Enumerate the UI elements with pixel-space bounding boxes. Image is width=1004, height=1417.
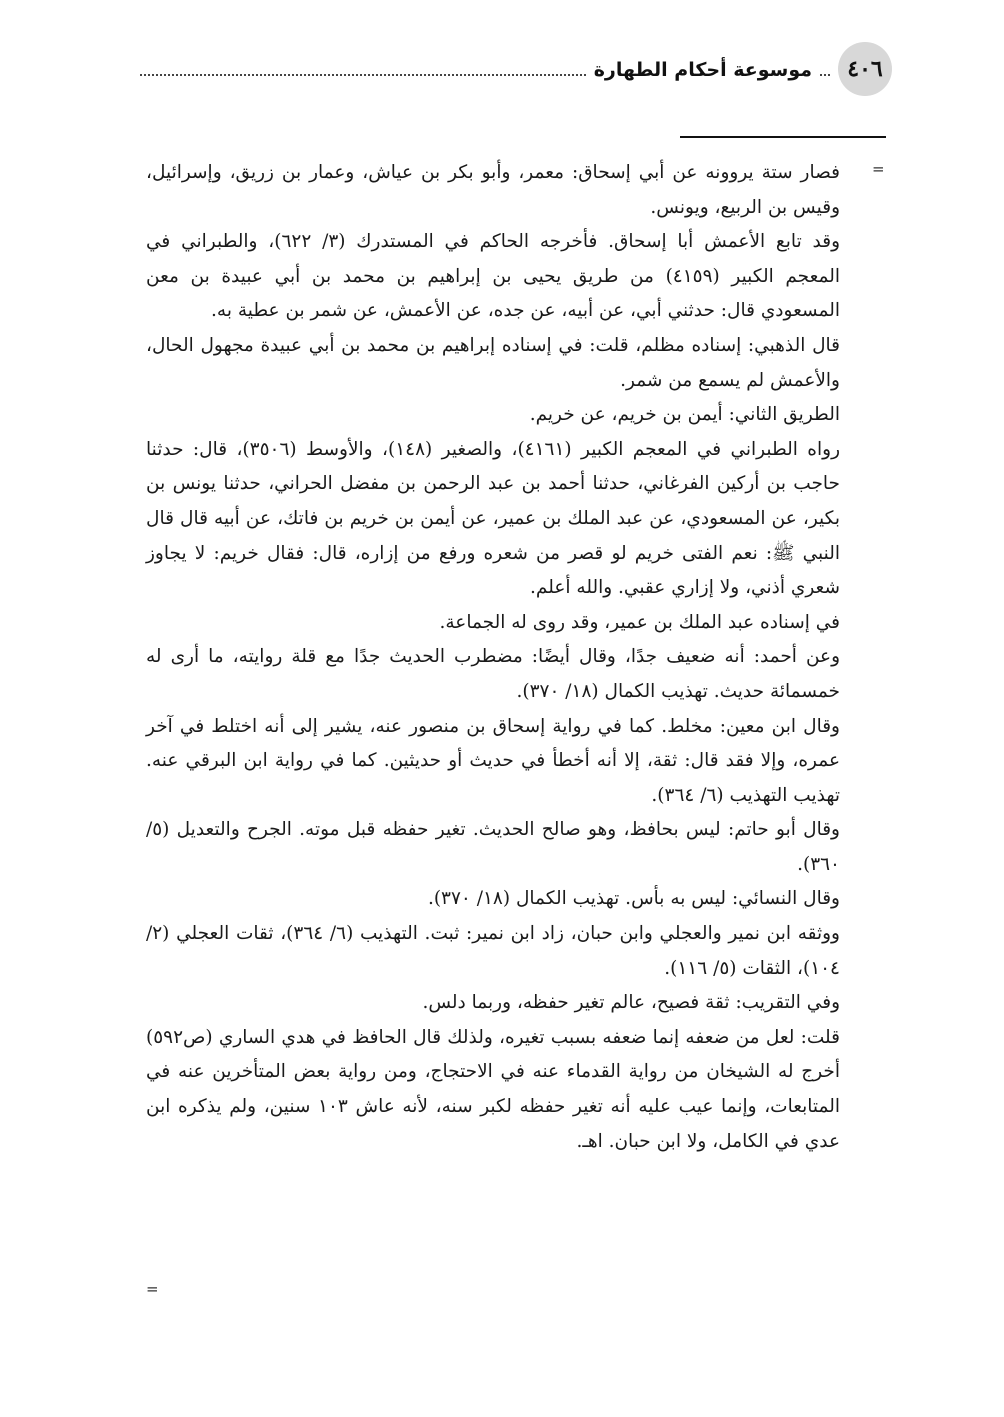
header-leader-dots-right — [820, 74, 830, 76]
continuation-marker-top: = — [872, 160, 885, 178]
footnote-paragraph: وفي التقريب: ثقة فصيح، عالم تغير حفظه، وربما دلس. — [422, 992, 840, 1014]
page-header — [140, 42, 892, 102]
footnote-paragraph: ووثقه ابن نمير والعجلي وابن حبان، زاد ابن نمير: ثبت. التهذيب (٦/ ٣٦٤)، ثقات العجلي (٢/ ١٠٤)، الثقات (٥/ ١١٦). — [146, 923, 840, 979]
footnote-paragraph: وقال ابن معين: مخلط. كما في رواية إسحاق بن منصور عنه، يشير إلى أنه اختلط في آخر عمره، وإلا فقد قال: ثقة، إلا أنه أخطأ في حديث أو حديثين. كما في رواية ابن البرقي عنه. تهذيب التهذيب (٦/ ٣٦٤). — [146, 715, 840, 806]
footnote-paragraph: فصار ستة يروونه عن أبي إسحاق: معمر، وأبو بكر بن عياش، وعمار بن زريق، وإسرائيل، وقيس بن الربيع، ويونس. — [146, 162, 840, 218]
book-title: موسوعة أحكام الطهارة — [593, 59, 812, 81]
footnote-paragraph: وقال النسائي: ليس به بأس. تهذيب الكمال (١٨/ ٣٧٠). — [427, 888, 840, 910]
footnote-paragraph: الطريق الثاني: أيمن بن خريم، عن خريم. — [529, 404, 840, 426]
footnote-paragraph: وعن أحمد: أنه ضعيف جدًا، وقال أيضًا: مضطرب الحديث جدًا مع قلة روايته، ما أرى له خمسمائة حديث. تهذيب الكمال (١٨/ ٣٧٠). — [146, 646, 840, 702]
footnote-paragraph: وقال أبو حاتم: ليس بحافظ، وهو صالح الحديث. تغير حفظه قبل موته. الجرح والتعديل (٥/ ٣٦٠). — [146, 819, 840, 875]
continuation-marker-bottom: = — [146, 1280, 159, 1298]
page-number-badge: ٤٠٦ — [838, 42, 892, 96]
footnote-separator-rule — [680, 136, 886, 138]
footnote-paragraph: قلت: لعل من ضعفه إنما ضعفه بسبب تغيره، ولذلك قال الحافظ في هدي الساري (ص٥٩٢) أخرج له الشيخان من رواية القدماء عنه في الاحتجاج، ومن رواية بعض المتأخرين عنه في المتابعات، وإنما عيب عليه أنه تغير حفظه لكبر سنه، لأنه عاش ١٠٣ سنين، ولم يذكره ابن عدي في الكامل، ولا ابن حبان. اهـ. — [146, 1026, 840, 1152]
footnote-paragraph: في إسناده عبد الملك بن عمير، وقد روى له الجماعة. — [439, 611, 840, 633]
header-title-row — [140, 56, 830, 84]
footnote-paragraph: قال الذهبي: إسناده مظلم، قلت: في إسناده إبراهيم بن محمد بن أبي عبيدة مجهول الحال، والأعمش لم يسمع من شمر. — [146, 334, 840, 391]
footnote-body — [146, 156, 840, 1159]
footnote-paragraph: وقد تابع الأعمش أبا إسحاق. فأخرجه الحاكم في المستدرك (٣/ ٦٢٢)، والطبراني في المعجم الكبير (٤١٥٩) من طريق يحيى بن إبراهيم بن محمد بن أبي عبيدة بن معن المسعودي قال: حدثني أبي، عن أبيه، عن جده، عن الأعمش، عن شمر بن عطية به. — [146, 231, 841, 322]
footnote-paragraph: رواه الطبراني في المعجم الكبير (٤١٦١)، والصغير (١٤٨)، والأوسط (٣٥٠٦)، قال: حدثنا حاجب بن أركين الفرغاني، حدثنا أحمد بن عبد الرحمن بن مفضل الحراني، حدثنا يونس بن بكير، عن المسعودي، عن عبد الملك بن عمير، عن أيمن بن خريم بن فاتك، عن أبيه قال قال النبي ﷺ: نعم الفتى خريم لو قصر من شعره ورفع من إزاره، قال: فقال خريم: لا يجاوز شعري أذني، ولا إزاري عقبي. والله أعلم. — [146, 438, 841, 599]
header-leader-dots-left — [140, 74, 586, 76]
